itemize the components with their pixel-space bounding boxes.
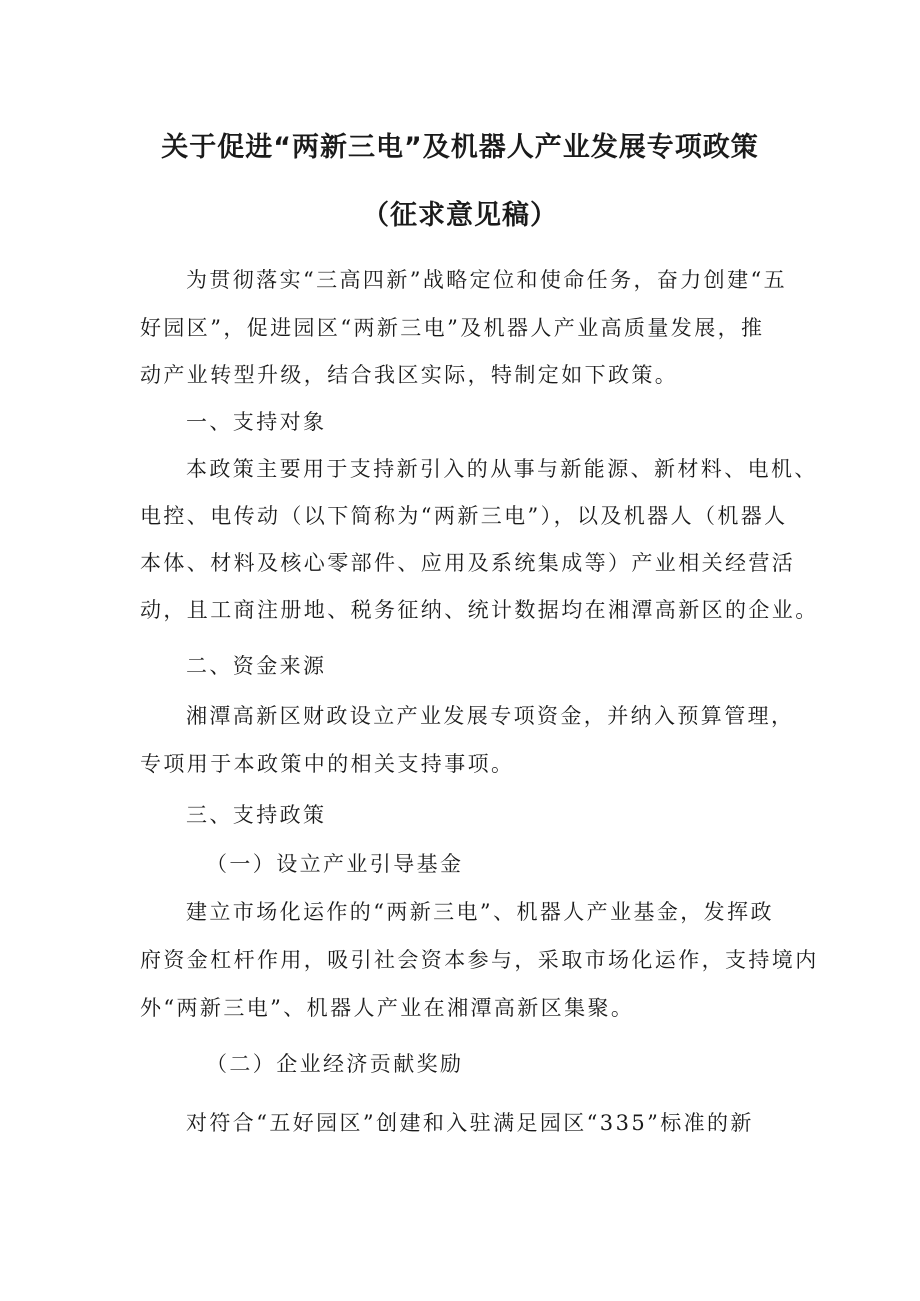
document-subtitle: （征求意见稿）: [362, 200, 558, 231]
document-title: 关于促进“两新三电”及机器人产业发展专项政策: [161, 132, 759, 163]
paragraph-line: 电控、电传动（以下简称为“两新三电”），以及机器人（机器人: [140, 504, 788, 528]
paragraph-line: 湘潭高新区财政设立产业发展专项资金，并纳入预算管理，: [186, 704, 795, 728]
intro-line: 动产业转型升级，结合我区实际，特制定如下政策。: [140, 363, 679, 387]
section-heading: 一、支持对象: [186, 410, 327, 434]
paragraph-line: 外“两新三电”、机器人产业在湘潭高新区集聚。: [140, 996, 635, 1020]
paragraph-line: 府资金杠杆作用，吸引社会资本参与，采取市场化运作，支持境内: [140, 948, 819, 972]
paragraph-line: 动，且工商注册地、税务征纳、统计数据均在湘潭高新区的企业。: [140, 598, 819, 622]
paragraph-line: 建立市场化运作的“两新三电”、机器人产业基金，发挥政: [186, 900, 774, 924]
intro-line: 好园区”，促进园区“两新三电”及机器人产业高质量发展，推: [140, 316, 765, 340]
section-heading: 二、资金来源: [186, 654, 327, 678]
subsection-heading: （二）企业经济贡献奖励: [206, 1052, 464, 1076]
section-heading: 三、支持政策: [186, 803, 327, 827]
intro-line: 为贯彻落实“三高四新”战略定位和使命任务，奋力创建“五: [186, 268, 788, 292]
subsection-heading: （一）设立产业引导基金: [206, 852, 464, 876]
paragraph-line: 本体、材料及核心零部件、应用及系统集成等）产业相关经营活: [140, 551, 796, 575]
paragraph-line: 对符合“五好园区”创建和入驻满足园区“335”标准的新: [186, 1111, 754, 1135]
paragraph-line: 专项用于本政策中的相关支持事项。: [140, 752, 515, 776]
paragraph-line: 本政策主要用于支持新引入的从事与新能源、新材料、电机、: [186, 457, 818, 481]
